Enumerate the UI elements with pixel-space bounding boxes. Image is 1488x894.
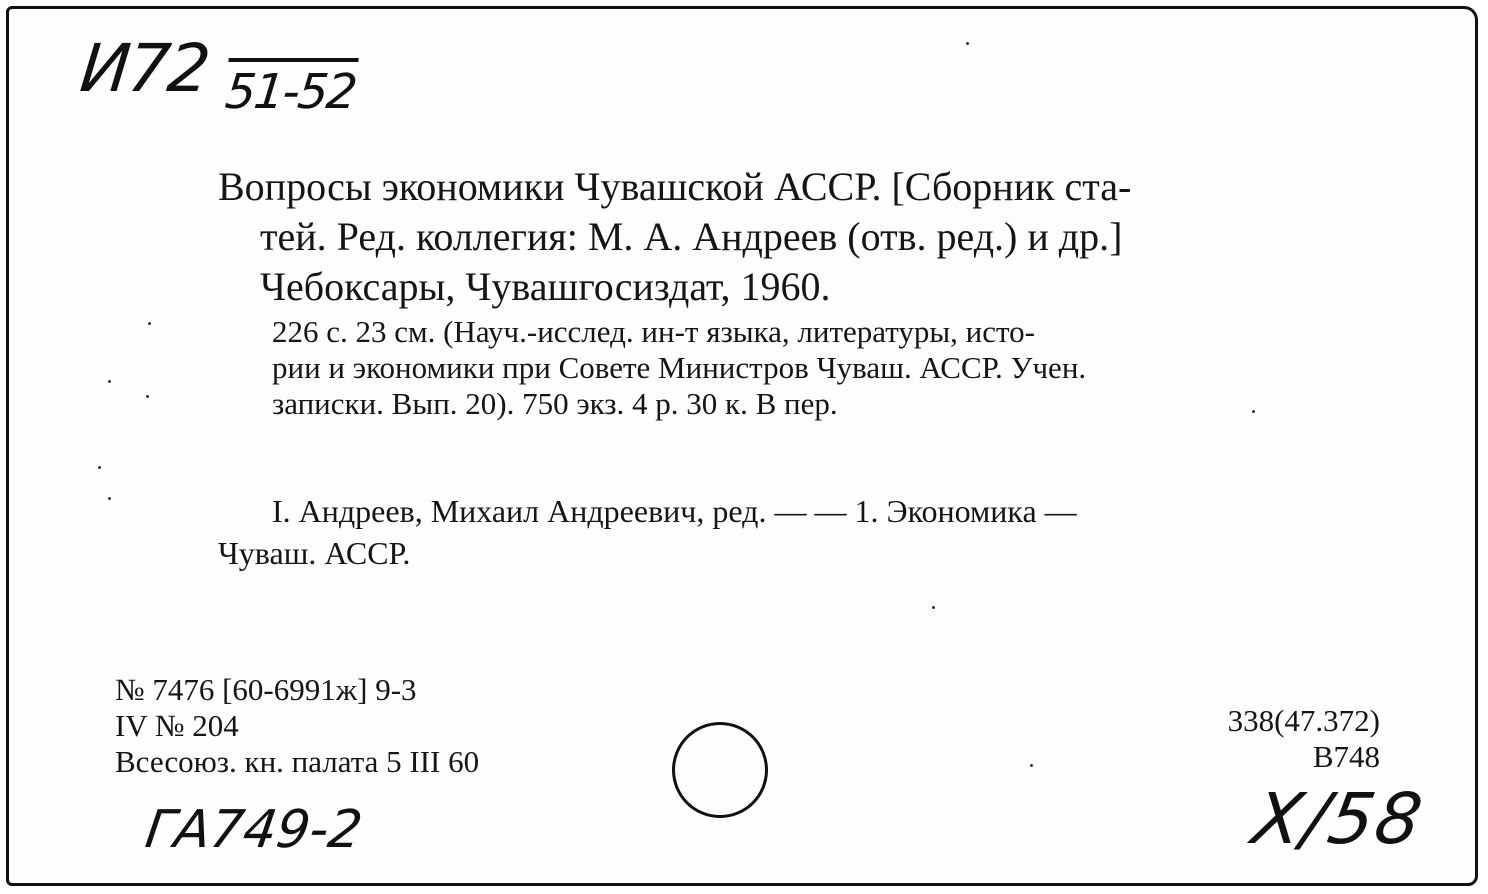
desc-line-3: записки. Вып. 20). 750 экз. 4 р. 30 к. В пер. bbox=[272, 386, 838, 421]
dust-speck bbox=[148, 322, 151, 325]
dust-speck bbox=[1252, 410, 1255, 413]
dust-speck bbox=[146, 395, 149, 398]
classification-index bbox=[1228, 703, 1380, 775]
handwritten-bottom-right: Х/58 bbox=[1246, 778, 1430, 860]
tracings bbox=[218, 490, 1388, 574]
dust-speck bbox=[98, 466, 101, 469]
title-line-1: Вопросы экономики Чувашской АССР. [Сборник ста- bbox=[218, 164, 1132, 209]
registry-line-2: IV № 204 bbox=[115, 708, 239, 743]
punched-hole-circle bbox=[672, 722, 768, 818]
registry-line-3: Всесоюз. кн. палата 5 III 60 bbox=[115, 744, 480, 779]
handwritten-fraction: 51-52 bbox=[223, 58, 359, 120]
tracing-line-1: I. Андреев, Михаил Андреевич, ред. — — 1. Экономика — bbox=[272, 493, 1077, 529]
dust-speck bbox=[108, 497, 111, 500]
handwritten-shelf-mark bbox=[75, 30, 361, 120]
dust-speck bbox=[932, 606, 935, 609]
classification-line-2: В748 bbox=[1312, 739, 1380, 774]
title-line-2: тей. Ред. коллегия: М. А. Андреев (отв. ред.) и др.] bbox=[260, 214, 1123, 259]
title-paragraph bbox=[218, 162, 1388, 312]
handwritten-bottom-left: ГА749-2 bbox=[141, 800, 366, 860]
handwritten-call-number: И72 bbox=[76, 30, 213, 107]
dust-speck bbox=[1030, 764, 1033, 767]
desc-line-2: рии и экономики при Совете Министров Чуваш. АССР. Учен. bbox=[272, 350, 1087, 385]
bibliographic-description bbox=[218, 162, 1388, 422]
title-line-3: Чебоксары, Чувашгосиздат, 1960. bbox=[260, 264, 831, 309]
desc-line-1: 226 с. 23 см. (Науч.-исслед. ин-т языка, литературы, исто- bbox=[272, 314, 1035, 349]
physical-description bbox=[218, 314, 1388, 422]
dust-speck bbox=[966, 42, 969, 45]
tracing-line-2: Чуваш. АССР. bbox=[218, 535, 411, 571]
registry-info bbox=[115, 672, 479, 780]
dust-speck bbox=[108, 380, 111, 383]
registry-line-1: № 7476 [60-6991ж] 9-3 bbox=[115, 672, 417, 707]
classification-line-1: 338(47.372) bbox=[1227, 703, 1380, 738]
